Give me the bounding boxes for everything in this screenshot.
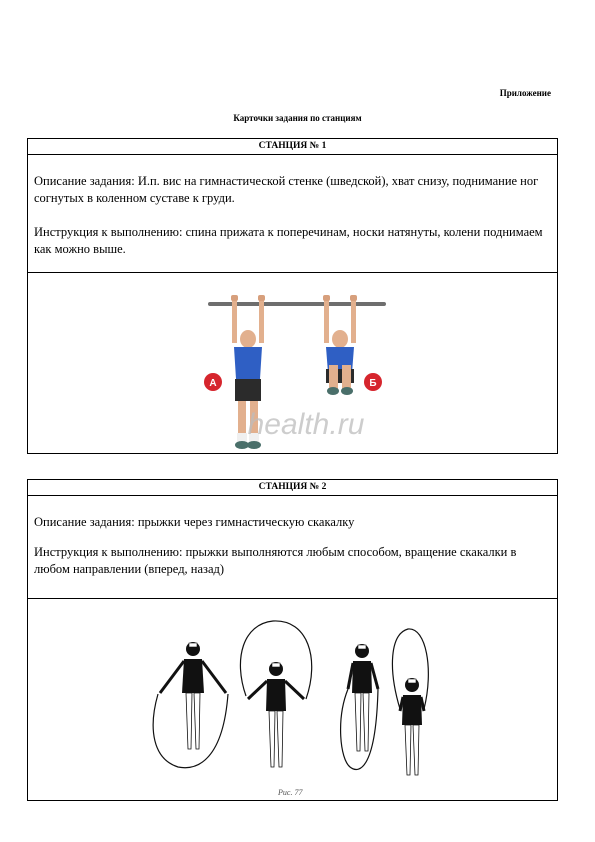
station-text-block bbox=[28, 496, 557, 599]
task-instruction: Инструкция к выполнению: спина прижата к поперечинам, носки натянуты, колени поднимаем как можно выше. bbox=[34, 225, 543, 256]
hanging-leg-raise-image bbox=[28, 273, 556, 453]
task-description: Описание задания: И.п. вис на гимнастической стенке (шведской), хват снизу, поднимание ног согнутых в коленном суставе к груди. bbox=[34, 174, 539, 205]
label-a: А bbox=[209, 378, 217, 389]
station-text-block bbox=[28, 155, 557, 273]
station-title: СТАНЦИЯ № 1 bbox=[28, 139, 557, 155]
jump-rope-image bbox=[28, 599, 556, 802]
station-card-2 bbox=[27, 479, 558, 801]
task-instruction: Инструкция к выполнению: прыжки выполняются любым способом, вращение скакалки в любом направлении (вперед, назад) bbox=[34, 545, 517, 576]
station-card-1 bbox=[27, 138, 558, 454]
station-title: СТАНЦИЯ № 2 bbox=[28, 480, 557, 496]
exercise-illustration bbox=[28, 599, 557, 802]
exercise-illustration bbox=[28, 273, 557, 453]
document-title: Карточки задания по станциям bbox=[233, 113, 362, 123]
gymnast-figure-3 bbox=[348, 644, 378, 751]
appendix-label: Приложение bbox=[499, 88, 551, 98]
label-b: Б bbox=[369, 378, 377, 389]
figure-caption: Рис. 77 bbox=[278, 788, 303, 797]
task-description: Описание задания: прыжки через гимнастическую скакалку bbox=[34, 515, 355, 529]
watermark: health.ru bbox=[247, 408, 365, 441]
gymnast-figure-4 bbox=[400, 678, 424, 775]
gymnast-figure-2 bbox=[248, 662, 304, 767]
gymnast-figure-1 bbox=[160, 642, 226, 749]
